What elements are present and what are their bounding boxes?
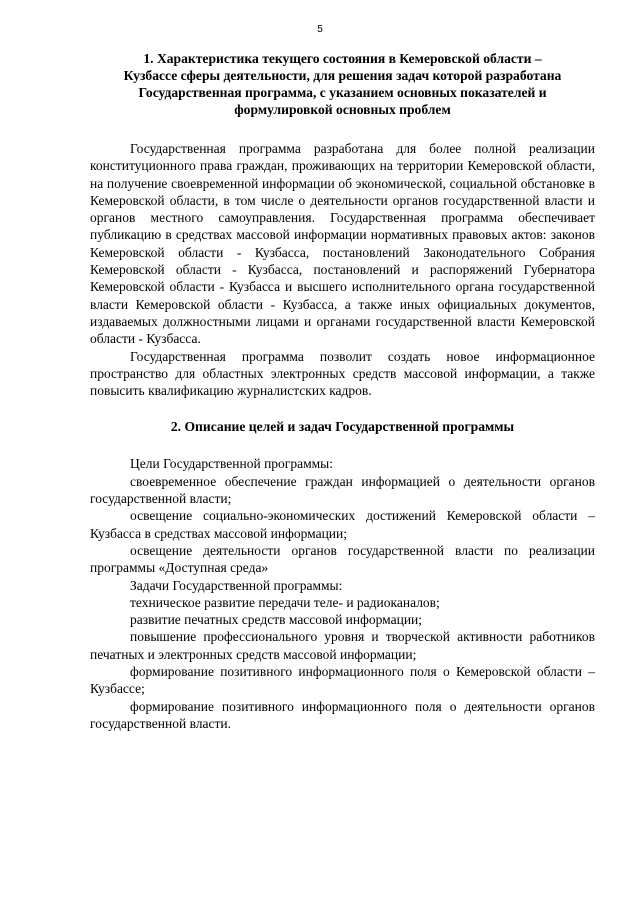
page-number: 5 [317, 24, 323, 35]
task-item: формирование позитивного информационного поля о Кемеровской области – Кузбассе; [90, 664, 595, 697]
goals-title: Цели Государственной программы: [130, 456, 333, 472]
section-1-heading-line: Кузбассе сферы деятельности, для решения задач которой разработана [123, 68, 562, 83]
task-item: формирование позитивного информационного поля о деятельности органов государственной власти. [90, 698, 595, 731]
goal-item: своевременное обеспечение граждан информацией о деятельности органов государственной власти; [90, 473, 595, 507]
tasks-title: Задачи Государственной программы: [130, 577, 343, 593]
task-item: техническое развитие передачи теле- и радиоканалов; [130, 594, 440, 610]
section-1-heading-line: формулировкой основных проблем [234, 102, 451, 117]
section-1-paragraph: Государственная программа разработана для более полной реализации конституционного права граждан, проживающих на территории Кемеровской области, на получение своевременной информации об экономической, социальной обстановке в Кемеровской области, в том числе о деятельности органов государственной власти и органов местного самоуправления. Государственная программа обеспечивает публикацию в средствах массовой информации нормативных правовых актов: законов Кемеровской области - Кузбасса, постановлений Законодательного Собрания Кемеровской области - Кузбасса, постановлений и распоряжений Губернатора Кемеровской области - Кузбасса и высшего исполнительного органа государственной власти Кемеровской области - Кузбасса, а также иных официальных документов, издаваемых должностными лицами и органами государственной власти Кемеровской области - Кузбасса. [90, 141, 595, 347]
task-item: повышение профессионального уровня и творческой активности работников печатных и электронных средств массовой информации; [90, 629, 595, 662]
section-1-heading [90, 50, 595, 118]
section-1-heading-line: 1. Характеристика текущего состояния в Кемеровской области – [143, 51, 542, 66]
section-2-heading: 2. Описание целей и задач Государственной программы [170, 419, 515, 435]
task-item: развитие печатных средств массовой информации; [130, 612, 423, 628]
section-1-paragraph: Государственная программа позволит создать новое информационное пространство для областных электронных средств массовой информации, а также повысить квалификацию журналистских кадров. [90, 348, 595, 399]
section-1-heading-line: Государственная программа, с указанием основных показателей и [138, 85, 547, 100]
goal-item: освещение деятельности органов государственной власти по реализации программы «Доступная среда» [90, 542, 595, 576]
goal-item: освещение социально-экономических достижений Кемеровской области – Кузбасса в средствах массовой информации; [90, 508, 595, 541]
document-body [90, 50, 595, 732]
